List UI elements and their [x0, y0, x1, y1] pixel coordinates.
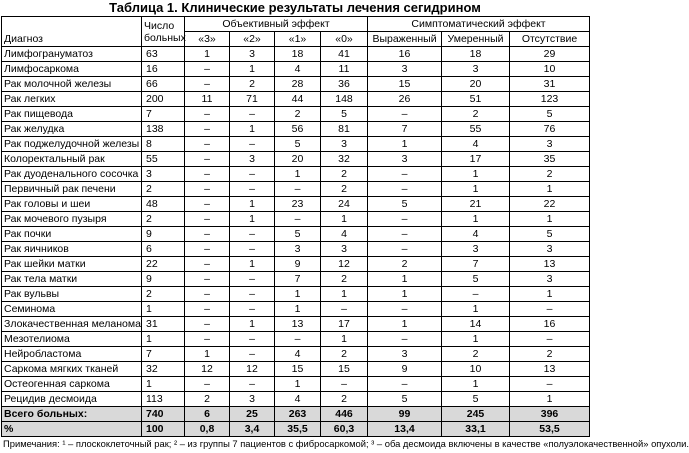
table-cell: 15 [368, 77, 442, 92]
table-cell: 2 [321, 392, 368, 407]
table-cell: 3 [510, 137, 590, 152]
table-cell: 396 [510, 407, 590, 422]
table-cell: – [368, 302, 442, 317]
table-row [2, 302, 590, 317]
table-cell: 1 [230, 317, 275, 332]
results-table [1, 16, 590, 437]
table-cell: – [185, 77, 230, 92]
table-cell: 66 [142, 77, 185, 92]
table-cell: 28 [275, 77, 321, 92]
table-cell: 2 [230, 77, 275, 92]
table-cell: – [321, 302, 368, 317]
table-cell: 3 [230, 392, 275, 407]
table-cell: – [275, 332, 321, 347]
subheader-1: «2» [230, 32, 275, 47]
table-cell: 51 [442, 92, 510, 107]
table-cell: 4 [321, 227, 368, 242]
table-cell: 5 [321, 107, 368, 122]
table-cell: 2 [442, 347, 510, 362]
row-label: Мезотелиома [2, 332, 142, 347]
table-cell: 31 [142, 317, 185, 332]
table-cell: 6 [142, 242, 185, 257]
table-cell: 3 [510, 272, 590, 287]
table-cell: – [368, 332, 442, 347]
table-cell: 3 [510, 242, 590, 257]
table-cell: 10 [510, 62, 590, 77]
table-cell: 12 [321, 257, 368, 272]
table-cell: 123 [510, 92, 590, 107]
subheader-5: Умеренный [442, 32, 510, 47]
table-cell: 200 [142, 92, 185, 107]
subheader-3: «0» [321, 32, 368, 47]
table-cell: 35,5 [275, 422, 321, 437]
table-cell: 29 [510, 47, 590, 62]
table-cell: – [368, 167, 442, 182]
row-label: Рецидив десмоида [2, 392, 142, 407]
table-cell: 3 [368, 347, 442, 362]
table-cell: 1 [321, 287, 368, 302]
table-cell: 0,8 [185, 422, 230, 437]
row-label: Рак желудка [2, 122, 142, 137]
table-cell: – [185, 137, 230, 152]
table-cell: 6 [185, 407, 230, 422]
table-cell: – [510, 302, 590, 317]
table-cell: 17 [321, 317, 368, 332]
table-cell: – [185, 242, 230, 257]
table-cell: 2 [321, 347, 368, 362]
table-cell: – [185, 332, 230, 347]
table-cell: 4 [275, 392, 321, 407]
table-cell: 16 [368, 47, 442, 62]
table-row [2, 257, 590, 272]
table-cell: 7 [142, 107, 185, 122]
table-cell: – [230, 167, 275, 182]
row-label: Рак вульвы [2, 287, 142, 302]
table-cell: 3 [368, 62, 442, 77]
percent-row [2, 422, 590, 437]
table-cell: 9 [142, 272, 185, 287]
table-cell: 41 [321, 47, 368, 62]
table-cell: 1 [510, 212, 590, 227]
table-cell: 3 [368, 152, 442, 167]
row-label: Всего больных: [2, 407, 142, 422]
table-cell: – [510, 332, 590, 347]
table-row [2, 317, 590, 332]
table-cell: – [368, 212, 442, 227]
table-cell: – [230, 377, 275, 392]
table-cell: 10 [442, 362, 510, 377]
header-diagnosis: Диагноз [2, 17, 142, 47]
table-cell: 446 [321, 407, 368, 422]
table-cell: 1 [230, 197, 275, 212]
row-label: Лимфогрануматоз [2, 47, 142, 62]
table-row [2, 182, 590, 197]
table-cell: 20 [275, 152, 321, 167]
table-cell: 13 [275, 317, 321, 332]
table-cell: 2 [442, 107, 510, 122]
table-cell: 4 [275, 347, 321, 362]
table-cell: 1 [442, 332, 510, 347]
table-row [2, 212, 590, 227]
table-cell: 18 [442, 47, 510, 62]
table-cell: 12 [185, 362, 230, 377]
table-cell: 1 [368, 272, 442, 287]
table-cell: 1 [185, 47, 230, 62]
table-row [2, 152, 590, 167]
table-cell: 4 [275, 62, 321, 77]
table-cell: 245 [442, 407, 510, 422]
header-patient-count: Число больных [142, 17, 185, 47]
table-cell: 1 [142, 302, 185, 317]
table-row [2, 242, 590, 257]
table-cell: 23 [275, 197, 321, 212]
table-cell: 53,5 [510, 422, 590, 437]
row-label: Рак дуоденального сосочка [2, 167, 142, 182]
table-cell: 32 [142, 362, 185, 377]
table-cell: 1 [510, 392, 590, 407]
table-cell: – [185, 197, 230, 212]
table-cell: 63 [142, 47, 185, 62]
table-cell: 2 [185, 392, 230, 407]
table-cell: 5 [442, 272, 510, 287]
table-cell: 263 [275, 407, 321, 422]
table-cell: 16 [510, 317, 590, 332]
table-cell: – [185, 122, 230, 137]
table-cell: 1 [275, 287, 321, 302]
table-cell: 1 [230, 122, 275, 137]
table-cell: 71 [230, 92, 275, 107]
table-cell: – [275, 182, 321, 197]
table-row [2, 167, 590, 182]
table-row [2, 137, 590, 152]
row-label: Колоректальный рак [2, 152, 142, 167]
row-label: Злокачественная меланома [2, 317, 142, 332]
table-row [2, 287, 590, 302]
table-title: Таблица 1. Клинические результаты лечения сегидрином [109, 0, 481, 15]
table-cell: 56 [275, 122, 321, 137]
table-cell: – [442, 287, 510, 302]
table-cell: 2 [368, 257, 442, 272]
row-label: Лимфосаркома [2, 62, 142, 77]
table-cell: 13 [510, 257, 590, 272]
subheader-4: Выраженный [368, 32, 442, 47]
table-cell: 3 [230, 47, 275, 62]
table-cell: 1 [230, 212, 275, 227]
table-cell: – [368, 107, 442, 122]
table-footnote: Примечания: ¹ – плоскоклеточный рак; ² – из группы 7 пациентов с фибросаркомой; ³ – оба десмоида включены в качестве «полуэлокачественной» опухоли. [3, 438, 689, 449]
row-label: Рак легких [2, 92, 142, 107]
table-cell: 16 [142, 62, 185, 77]
table-cell: – [230, 227, 275, 242]
table-cell: 5 [442, 392, 510, 407]
table-cell: – [185, 272, 230, 287]
table-cell: 1 [142, 332, 185, 347]
table-cell: 4 [442, 137, 510, 152]
table-cell: – [185, 62, 230, 77]
row-label: Рак шейки матки [2, 257, 142, 272]
table-cell: 3 [321, 242, 368, 257]
table-cell: 2 [142, 182, 185, 197]
table-cell: 1 [442, 182, 510, 197]
table-cell: 11 [321, 62, 368, 77]
table-cell: – [230, 332, 275, 347]
row-label: Рак поджелудочной железы [2, 137, 142, 152]
table-cell: 55 [142, 152, 185, 167]
table-cell: – [185, 302, 230, 317]
table-cell: 48 [142, 197, 185, 212]
table-cell: 18 [275, 47, 321, 62]
table-cell: 3,4 [230, 422, 275, 437]
row-label: Остеогенная саркома [2, 377, 142, 392]
table-cell: 31 [510, 77, 590, 92]
table-cell: – [230, 107, 275, 122]
row-label: Первичный рак печени [2, 182, 142, 197]
table-cell: 1 [275, 302, 321, 317]
table-cell: 11 [185, 92, 230, 107]
table-cell: 81 [321, 122, 368, 137]
table-cell: – [230, 287, 275, 302]
table-cell: – [368, 242, 442, 257]
table-cell: – [368, 377, 442, 392]
row-label: Саркома мягких тканей [2, 362, 142, 377]
table-cell: 1 [442, 212, 510, 227]
table-cell: – [185, 377, 230, 392]
row-label: Рак молочной железы [2, 77, 142, 92]
table-cell: 7 [442, 257, 510, 272]
table-cell: 22 [142, 257, 185, 272]
table-cell: – [185, 152, 230, 167]
row-label: Рак головы и шеи [2, 197, 142, 212]
table-cell: 36 [321, 77, 368, 92]
table-cell: 3 [142, 167, 185, 182]
subheader-6: Отсутствие [510, 32, 590, 47]
table-cell: – [185, 107, 230, 122]
table-cell: 20 [442, 77, 510, 92]
table-cell: 15 [321, 362, 368, 377]
table-cell: 1 [442, 377, 510, 392]
table-cell: 138 [142, 122, 185, 137]
total-row [2, 407, 590, 422]
table-cell: 14 [442, 317, 510, 332]
table-cell: – [510, 377, 590, 392]
table-cell: 2 [321, 182, 368, 197]
table-cell: 2 [142, 212, 185, 227]
table-cell: 5 [368, 197, 442, 212]
row-label: Нейробластома [2, 347, 142, 362]
table-cell: 99 [368, 407, 442, 422]
table-cell: 3 [442, 62, 510, 77]
table-cell: 9 [275, 257, 321, 272]
table-cell: 2 [510, 347, 590, 362]
table-cell: 148 [321, 92, 368, 107]
table-cell: 17 [442, 152, 510, 167]
table-cell: 5 [510, 227, 590, 242]
table-cell: – [185, 167, 230, 182]
table-cell: 26 [368, 92, 442, 107]
table-row [2, 77, 590, 92]
table-cell: – [368, 182, 442, 197]
subheader-2: «1» [275, 32, 321, 47]
table-row [2, 227, 590, 242]
table-cell: 35 [510, 152, 590, 167]
table-cell: 2 [510, 167, 590, 182]
table-cell: 100 [142, 422, 185, 437]
table-row [2, 377, 590, 392]
table-cell: – [230, 242, 275, 257]
table-row [2, 107, 590, 122]
table-cell: 60,3 [321, 422, 368, 437]
table-cell: 2 [321, 272, 368, 287]
row-label: Рак тела матки [2, 272, 142, 287]
table-cell: 1 [510, 182, 590, 197]
subheader-0: «3» [185, 32, 230, 47]
row-label: % [2, 422, 142, 437]
table-cell: 5 [275, 227, 321, 242]
table-cell: 5 [368, 392, 442, 407]
table-cell: – [230, 272, 275, 287]
table-cell: 5 [510, 107, 590, 122]
row-label: Рак мочевого пузыря [2, 212, 142, 227]
table-cell: 1 [510, 287, 590, 302]
table-cell: 32 [321, 152, 368, 167]
table-cell: 1 [275, 167, 321, 182]
table-cell: 2 [321, 167, 368, 182]
table-cell: 1 [442, 302, 510, 317]
table-cell: 33,1 [442, 422, 510, 437]
table-cell: 12 [230, 362, 275, 377]
table-cell: 3 [275, 242, 321, 257]
table-cell: – [185, 212, 230, 227]
row-label: Рак почки [2, 227, 142, 242]
table-cell: 13,4 [368, 422, 442, 437]
table-cell: – [185, 182, 230, 197]
table-cell: 1 [321, 332, 368, 347]
table-cell: 21 [442, 197, 510, 212]
table-cell: 1 [368, 137, 442, 152]
table-cell: 2 [275, 107, 321, 122]
table-cell: 8 [142, 137, 185, 152]
table-row [2, 347, 590, 362]
table-cell: 7 [142, 347, 185, 362]
table-cell: 1 [230, 62, 275, 77]
table-cell: 7 [368, 122, 442, 137]
table-cell: 7 [275, 272, 321, 287]
row-label: Рак яичников [2, 242, 142, 257]
table-cell: 113 [142, 392, 185, 407]
table-cell: 9 [142, 227, 185, 242]
row-label: Рак пищевода [2, 107, 142, 122]
table-cell: 3 [321, 137, 368, 152]
row-label: Семинома [2, 302, 142, 317]
table-cell: 9 [368, 362, 442, 377]
table-cell: – [185, 257, 230, 272]
table-row [2, 392, 590, 407]
table-row [2, 362, 590, 377]
table-cell: 740 [142, 407, 185, 422]
table-cell: 5 [275, 137, 321, 152]
table-cell: 1 [442, 167, 510, 182]
table-cell: 3 [230, 152, 275, 167]
table-cell: 1 [142, 377, 185, 392]
table-cell: 1 [368, 287, 442, 302]
table-cell: 44 [275, 92, 321, 107]
table-cell: – [185, 317, 230, 332]
table-row [2, 197, 590, 212]
table-cell: – [275, 212, 321, 227]
table-cell: 2 [142, 287, 185, 302]
table-row [2, 47, 590, 62]
table-cell: 24 [321, 197, 368, 212]
table-row [2, 122, 590, 137]
table-cell: – [230, 347, 275, 362]
header-symptomatic-effect: Симптоматический эффект [368, 17, 590, 32]
table-cell: – [230, 182, 275, 197]
table-cell: – [230, 302, 275, 317]
table-cell: – [185, 227, 230, 242]
table-cell: 1 [230, 257, 275, 272]
table-cell: 15 [275, 362, 321, 377]
header-objective-effect: Объективный эффект [185, 17, 368, 32]
table-cell: – [368, 227, 442, 242]
table-cell: 1 [321, 212, 368, 227]
table-cell: 76 [510, 122, 590, 137]
table-cell: – [230, 137, 275, 152]
table-row [2, 272, 590, 287]
table-row [2, 92, 590, 107]
table-cell: 22 [510, 197, 590, 212]
table-row [2, 332, 590, 347]
table-cell: 1 [368, 317, 442, 332]
table-row [2, 62, 590, 77]
table-cell: 4 [442, 227, 510, 242]
table-cell: 55 [442, 122, 510, 137]
table-cell: – [185, 287, 230, 302]
table-cell: 25 [230, 407, 275, 422]
table-cell: 13 [510, 362, 590, 377]
table-cell: – [321, 377, 368, 392]
table-cell: 3 [442, 242, 510, 257]
table-cell: 1 [185, 347, 230, 362]
table-cell: 1 [275, 377, 321, 392]
